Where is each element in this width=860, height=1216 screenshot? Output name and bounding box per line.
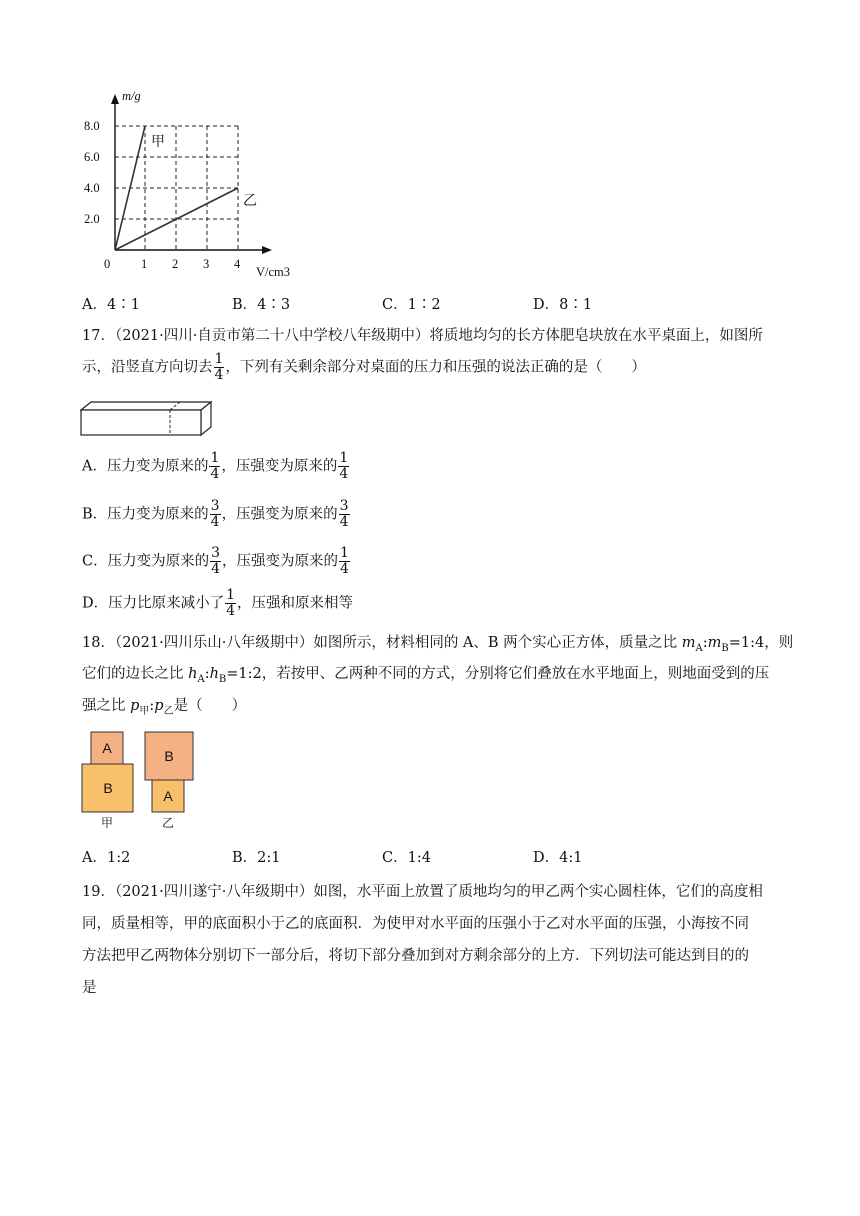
option-text: ，压强变为原来的 [221,506,338,523]
q17-stem-text: ，下列有关剩余部分对桌面的压力和压强的说法正确的是（ ） [225,359,646,376]
numerator: 1 [339,450,349,466]
denominator: 4 [210,514,220,530]
option-text: B．压力变为原来的 [82,506,209,523]
x-tick-label: 3 [203,257,210,271]
fraction-three-quarters [339,499,350,530]
stem-text: 它们的边长之比 [82,666,189,682]
line-jia [115,126,145,250]
x-tick-label: 1 [141,257,148,271]
fraction-one-quarter [339,546,350,577]
option-text: C．压力变为原来的 [82,553,210,570]
origin-label: 0 [104,257,111,271]
denominator: 4 [340,561,349,577]
q18-stem-line3 [82,694,246,717]
axes [111,94,272,254]
line-jia-label: 甲 [151,135,165,150]
fraction-one-quarter [225,588,236,619]
stacked-cubes-figure [80,730,200,830]
subscript-b: B [721,642,729,654]
symbol-h: h [209,666,219,682]
q16-option-c[interactable]: C．1∶2 [382,297,441,313]
q18-option-b[interactable]: B．2:1 [232,850,281,866]
line-yi-label: 乙 [243,194,257,209]
numerator: 3 [210,498,220,514]
colon: : [149,698,155,714]
numerator: 1 [340,545,349,561]
denominator: 4 [339,466,349,482]
numerator: 3 [339,498,349,514]
option-text: ，压强和原来相等 [237,595,354,612]
q17-option-b[interactable] [82,499,351,530]
symbol-p: p [130,698,140,714]
q19-stem-line2: 同，质量相等，甲的底面积小于乙的底面积．为使甲对水平面的压强小于乙对水平面的压强，小海按不同 [82,916,749,932]
q18-stem-line2 [82,662,769,685]
subscript-b: B [218,673,227,685]
denominator: 4 [226,603,236,619]
y-tick-label: 2.0 [84,212,100,226]
q17-option-a[interactable] [82,451,350,482]
q19-stem-line3: 方法把甲乙两物体分别切下一部分后，将切下部分叠加到对方剩余部分的上方．下列切法可能达到目的的 [82,948,749,964]
y-tick-label: 6.0 [84,150,100,164]
q17-stem-line1: 17．（2021·四川·自贡市第二十八中学校八年级期中）将质地均匀的长方体肥皂块放在水平桌面上，如图所 [82,328,763,344]
q17-option-d[interactable] [82,588,353,619]
q18-stem-line1 [82,631,793,654]
q16-option-d[interactable]: D．8∶1 [533,297,593,313]
denominator: 4 [211,561,221,577]
symbol-p: p [154,698,164,714]
q18-option-c[interactable]: C．1:4 [382,850,431,866]
option-text: A．压力变为原来的 [82,458,209,475]
q18-option-d[interactable]: D．4:1 [533,850,583,866]
y-axis-label: m/g [122,89,141,103]
option-text: ，压强变为原来的 [221,458,338,475]
subscript-jia: 甲 [139,705,150,717]
soap-block-figure [80,400,215,438]
subscript-a: A [695,642,703,654]
x-tick-label: 4 [234,257,241,271]
option-text: D．压力比原来减小了 [82,595,225,612]
fraction-three-quarters [210,546,221,577]
q17-stem-text: 示，沿竖直方向切去 [82,359,213,376]
stem-text: 18．（2021·四川乐山·八年级期中）如图所示，材料相同的 A、B 两个实心正方体，质量之比 [82,635,682,651]
figure-yi-label: 乙 [161,816,175,830]
q16-option-b[interactable]: B．4∶3 [232,297,291,313]
colon: : [702,635,708,651]
x-tick-label: 2 [172,257,179,271]
cube-b-label: B [103,780,113,796]
subscript-yi: 乙 [163,705,174,717]
numerator: 1 [226,587,236,603]
cube-b-label: B [164,748,174,764]
q19-stem-line4: 是 [82,980,97,996]
q18-option-a[interactable]: A．1:2 [82,850,131,866]
stem-text: =1:4，则 [728,635,794,651]
option-text: ，压强变为原来的 [222,553,339,570]
denominator: 4 [214,367,224,383]
stem-text: =1:2，若按甲、乙两种不同的方式，分别将它们叠放在水平地面上，则地面受到的压 [226,666,770,682]
cube-a-label: A [163,788,173,804]
colon: : [204,666,210,682]
y-tick-label: 4.0 [84,181,100,195]
fraction-three-quarters [210,499,221,530]
stem-text: 是（ ） [173,698,247,714]
fraction-one-quarter [209,451,220,482]
q17-stem-line2 [82,352,646,383]
symbol-m: m [707,635,722,651]
numerator: 3 [211,545,221,561]
grid-lines [115,126,238,250]
fraction-one-quarter [338,451,349,482]
q16-option-a[interactable]: A．4∶1 [82,297,140,313]
q17-option-c[interactable] [82,546,351,577]
mass-volume-graph [80,86,310,282]
denominator: 4 [210,466,220,482]
subscript-a: A [197,673,205,685]
figure-jia-label: 甲 [100,816,114,830]
symbol-h: h [188,666,198,682]
x-axis-label: V/cm3 [256,265,291,279]
stem-text: 强之比 [82,698,131,714]
fraction-one-quarter [214,352,225,383]
numerator: 1 [210,450,220,466]
y-tick-label: 8.0 [84,119,100,133]
numerator: 1 [214,351,224,367]
denominator: 4 [339,514,349,530]
q19-stem-line1: 19．（2021·四川遂宁·八年级期中）如图，水平面上放置了质地均匀的甲乙两个实心圆柱体，它们的高度相 [82,884,763,900]
symbol-m: m [681,635,696,651]
cube-a-label: A [102,740,112,756]
